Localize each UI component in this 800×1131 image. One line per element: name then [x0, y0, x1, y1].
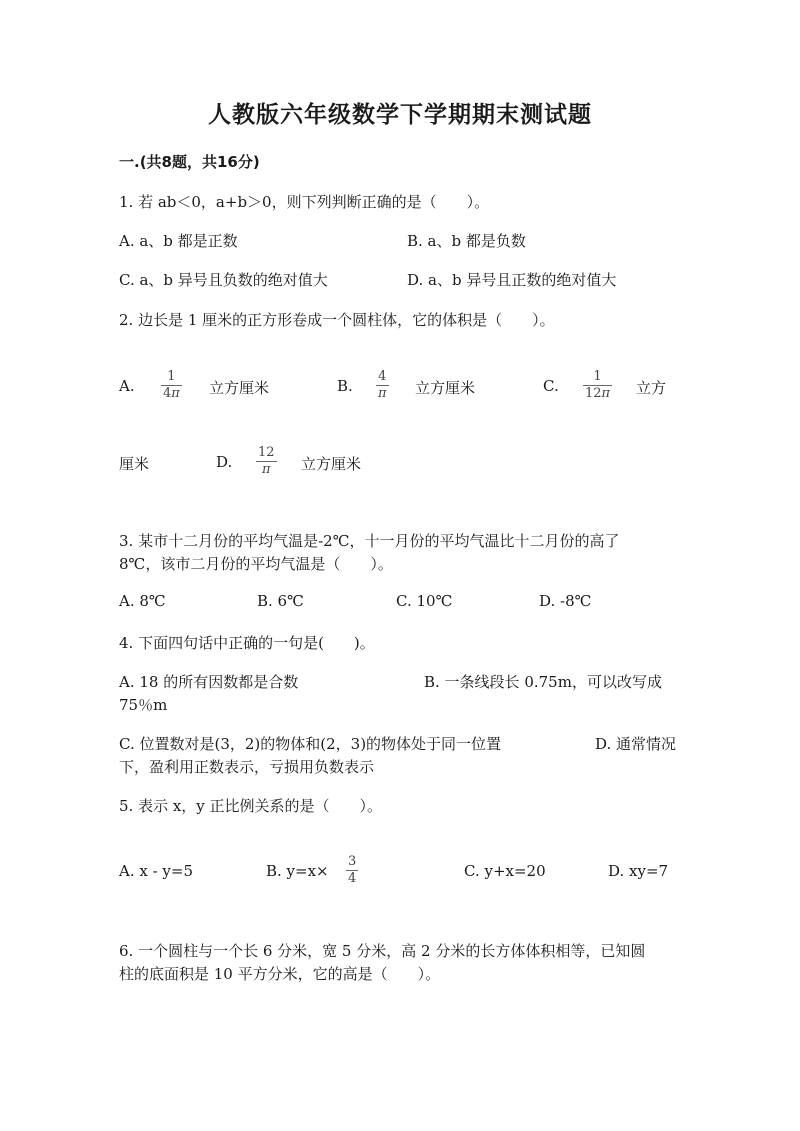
question-6-stem-line-1: 6. 一个圆柱与一个长 6 分米，宽 5 分米，高 2 分米的长方体体积相等，已知圆 — [119, 942, 646, 960]
question-2-option-c-unit-cont: 厘米 — [119, 455, 150, 473]
question-6-stem-line-2: 柱的底面积是 10 平方分米，它的高是（ ）。 — [119, 965, 441, 983]
question-2-option-d-fraction — [256, 446, 277, 477]
question-2-option-b-label: B. — [337, 377, 353, 395]
question-2-option-d-label: D. — [216, 453, 233, 471]
fraction-numerator: 3 — [348, 854, 357, 869]
question-1-option-a: A. a、b 都是正数 — [119, 232, 238, 250]
question-2-option-c-label: C. — [543, 377, 559, 395]
question-3-stem-line-1: 3. 某市十二月份的平均气温是-2℃，十一月份的平均气温比十二月份的高了 — [119, 532, 620, 550]
question-3-option-d: D. -8℃ — [539, 592, 592, 610]
fraction-numerator: 12 — [258, 445, 275, 460]
question-2-option-d-unit: 立方厘米 — [301, 455, 362, 473]
fraction-denominator-number: 4 — [163, 386, 172, 401]
question-4-option-b-cont: 75％m — [119, 696, 168, 714]
question-5-stem: 5. 表示 x，y 正比例关系的是（ ）。 — [119, 797, 383, 815]
fraction-denominator-pi: π — [601, 386, 611, 401]
fraction-denominator — [583, 387, 612, 401]
question-1-option-b: B. a、b 都是负数 — [407, 232, 526, 250]
fraction-denominator — [161, 387, 182, 401]
question-3-option-b: B. 6℃ — [257, 592, 304, 610]
question-2-option-a-label: A. — [119, 377, 135, 395]
question-2-option-a-unit: 立方厘米 — [209, 379, 270, 397]
fraction-denominator: 4 — [348, 871, 357, 886]
question-4-option-d: D. 通常情况 — [595, 735, 677, 753]
question-2-option-b-fraction — [376, 370, 389, 401]
fraction-denominator-number: 12 — [585, 386, 602, 401]
question-2-option-c-unit: 立方 — [636, 379, 667, 397]
question-4-option-a: A. 18 的所有因数都是合数 — [119, 673, 299, 691]
section-heading: 一.(共8题，共16分) — [119, 153, 260, 171]
question-4-stem: 4. 下面四句话中正确的一句是( )。 — [119, 634, 375, 652]
page-title: 人教版六年级数学下学期期末测试题 — [208, 101, 592, 128]
fraction-numerator: 1 — [167, 369, 176, 384]
question-1-stem: 1. 若 ab＜0，a+b＞0，则下列判断正确的是（ ）。 — [119, 193, 490, 211]
question-5-option-b-fraction — [346, 855, 358, 886]
question-2-option-a-fraction — [161, 370, 182, 401]
question-4-option-c: C. 位置数对是(3，2)的物体和(2，3)的物体处于同一位置 — [119, 735, 502, 753]
question-5-option-d: D. xy=7 — [608, 862, 669, 880]
question-3-option-c: C. 10℃ — [396, 592, 453, 610]
question-5-option-a: A. x - y=5 — [119, 862, 194, 880]
question-2-option-c-fraction — [583, 370, 612, 401]
question-1-option-d: D. a、b 异号且正数的绝对值大 — [407, 271, 617, 289]
fraction-numerator: 1 — [593, 369, 602, 384]
question-2-stem: 2. 边长是 1 厘米的正方形卷成一个圆柱体，它的体积是（ ）。 — [119, 311, 555, 329]
fraction-denominator-pi: π — [171, 386, 180, 401]
question-3-stem-line-2: 8℃，该市二月份的平均气温是（ ）。 — [119, 555, 393, 573]
question-5-option-c: C. y+x=20 — [464, 862, 546, 880]
question-3-option-a: A. 8℃ — [119, 592, 166, 610]
fraction-denominator: π — [378, 386, 387, 401]
fraction-denominator: π — [262, 462, 271, 477]
question-1-option-c: C. a、b 异号且负数的绝对值大 — [119, 271, 328, 289]
question-4-option-b: B. 一条线段长 0.75m，可以改写成 — [424, 673, 662, 691]
question-2-option-b-unit: 立方厘米 — [415, 379, 476, 397]
fraction-numerator: 4 — [378, 369, 387, 384]
question-4-option-d-cont: 下，盈利用正数表示，亏损用负数表示 — [119, 758, 375, 776]
question-5-option-b: B. y=x× — [266, 862, 329, 880]
